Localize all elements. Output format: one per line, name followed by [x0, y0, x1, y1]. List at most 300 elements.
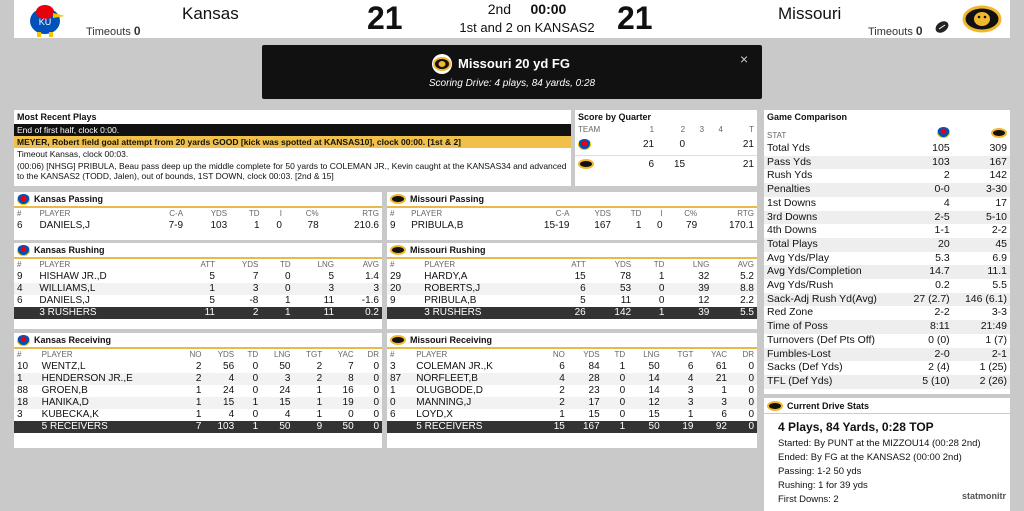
- total-cell: [387, 307, 421, 319]
- stat-cell: 0: [658, 283, 665, 294]
- col-header: YDS: [241, 260, 259, 269]
- stat-cell: 3: [252, 283, 259, 294]
- col-header: RTG: [737, 209, 754, 218]
- table-row: [387, 373, 757, 385]
- drive-ended: Ended: By FG at the KANSAS2 (00:00 2nd): [778, 452, 962, 463]
- stat-cell: 1: [635, 220, 642, 231]
- stat-cell: 5: [580, 295, 586, 306]
- col-header: #: [390, 350, 395, 359]
- home-timeouts: 0: [133, 24, 141, 38]
- total-cell: [14, 421, 39, 433]
- missouri-logo-icon: [578, 159, 594, 169]
- stat-value: 167: [953, 156, 1010, 170]
- stat-cell: 18: [17, 397, 29, 408]
- comparison-row: [764, 183, 1010, 197]
- scoreboard: [14, 0, 1010, 38]
- down-distance: 1st and 2 on KANSAS2: [459, 20, 595, 35]
- stat-cell: 210.6: [353, 220, 379, 231]
- stat-cell: 2.2: [740, 295, 754, 306]
- stat-cell: 79: [686, 220, 698, 231]
- stat-cell: 7-9: [168, 220, 184, 231]
- stat-value: 2-2: [991, 224, 1007, 237]
- total-cell: 2: [218, 307, 261, 319]
- ku-rushing-table: [14, 259, 382, 319]
- stat-cell: 1: [687, 409, 694, 420]
- stat-cell: 88: [17, 385, 29, 396]
- stat-cell: 3: [687, 385, 694, 396]
- stat-cell: 4: [17, 283, 23, 294]
- total-cell: 92: [696, 421, 730, 433]
- stat-cell: 0: [285, 283, 291, 294]
- stat-value: 5-10: [953, 211, 1010, 225]
- totals-row: [14, 421, 382, 433]
- player-name: ROBERTS,J: [424, 283, 481, 294]
- col-header: DR: [367, 350, 379, 359]
- stat-label: 4th Downs: [767, 224, 817, 237]
- col-header: 2: [680, 125, 686, 134]
- stat-cell: 6: [687, 361, 694, 372]
- mu-rushing-title: Missouri Rushing: [410, 245, 486, 255]
- total-cell: 1: [261, 307, 293, 319]
- comparison-row: [764, 252, 1010, 266]
- col-header: PLAYER: [39, 209, 71, 218]
- total-cell: 1: [603, 421, 629, 433]
- stat-label: Turnovers (Def Pts Off): [767, 333, 875, 346]
- stat-cell: 20: [390, 283, 402, 294]
- player-name: HISHAW JR.,D: [39, 271, 107, 282]
- total-cell: 50: [628, 421, 662, 433]
- table-row: [387, 397, 757, 409]
- drive-first-downs: First Downs: 2: [778, 494, 839, 505]
- drive-headline: 4 Plays, 84 Yards, 0:28 TOP: [778, 420, 934, 434]
- stat-label: Penalties: [764, 183, 902, 197]
- table-row: [387, 220, 757, 232]
- stat-cell: 6: [721, 409, 727, 420]
- stat-value: 1-1: [934, 224, 950, 237]
- comparison-table: [764, 124, 1010, 389]
- stat-cell: 9: [390, 220, 396, 231]
- total-cell: 0.2: [337, 307, 382, 319]
- stat-cell: 6: [580, 283, 586, 294]
- col-header: LNG: [692, 260, 710, 269]
- stat-cell: 50: [279, 361, 291, 372]
- stat-cell: 0: [748, 409, 754, 420]
- stat-value: 2-0: [902, 348, 952, 362]
- stat-cell: 5.2: [740, 271, 754, 282]
- stat-label: Sacks (Def Yds): [767, 361, 843, 374]
- stat-cell: 3: [721, 397, 727, 408]
- stat-cell: 3: [284, 373, 291, 384]
- col-header: PLAYER: [41, 350, 73, 359]
- stat-cell: 0: [285, 271, 291, 282]
- q2-score: 15: [673, 158, 686, 170]
- stat-cell: 17: [588, 397, 600, 408]
- stat-cell: 7: [348, 361, 354, 372]
- ku-rushing-title: Kansas Rushing: [34, 245, 105, 255]
- player-name: COLEMAN JR.,K: [416, 361, 493, 372]
- player-name: PRIBULA,B: [424, 295, 477, 306]
- stat-cell: 4: [284, 409, 291, 420]
- close-banner-button[interactable]: ×: [740, 51, 749, 67]
- stat-cell: 0: [619, 409, 626, 420]
- missouri-logo-icon: [767, 401, 783, 411]
- quarter-row-missouri: [575, 155, 757, 174]
- stat-cell: 28: [588, 373, 600, 384]
- table-row: [14, 271, 382, 283]
- table-row: [387, 409, 757, 421]
- stat-cell: 8.8: [740, 283, 754, 294]
- table-row: [14, 385, 382, 397]
- missouri-logo-icon: [390, 245, 406, 255]
- play-item: Timeout Kansas, clock 00:03.: [17, 149, 129, 159]
- col-header: 1: [649, 125, 655, 134]
- table-row: [14, 295, 382, 307]
- totals-row: [14, 307, 382, 319]
- player-name: HANIKA,D: [41, 397, 89, 408]
- stat-cell: 2: [316, 373, 323, 384]
- stat-cell: 1: [316, 385, 323, 396]
- stat-value: 142: [989, 169, 1007, 182]
- total-cell: 50: [261, 421, 293, 433]
- scoring-drive-banner: [262, 45, 762, 99]
- missouri-passing-panel: [387, 192, 757, 240]
- col-header: 3: [699, 125, 705, 134]
- stat-label: Avg Yds/Play: [767, 251, 830, 264]
- comparison-row: [764, 197, 1010, 211]
- mu-passing-table: [387, 208, 757, 232]
- stat-cell: 1: [559, 409, 565, 420]
- banner-subtitle: Scoring Drive: 4 plays, 84 yards, 0:28: [428, 78, 596, 89]
- col-header: NO: [552, 350, 565, 359]
- stat-cell: 4: [228, 409, 235, 420]
- stat-label: Avg Yds/Completion: [764, 265, 902, 279]
- game-clock-block: [442, 1, 612, 17]
- col-header: TEAM: [578, 125, 601, 134]
- total-cell: 1: [634, 307, 667, 319]
- player-name: MANNING,J: [416, 397, 472, 408]
- stat-value: 103: [902, 156, 952, 170]
- comparison-row: [764, 334, 1010, 348]
- stat-value: 2-1: [953, 348, 1010, 362]
- stat-cell: 0: [252, 409, 259, 420]
- col-header: AVG: [737, 260, 754, 269]
- stat-cell: 53: [619, 283, 632, 294]
- stat-cell: 2: [195, 373, 202, 384]
- missouri-logo-icon: [390, 335, 406, 345]
- total-cell: 9: [293, 421, 325, 433]
- col-header: AVG: [362, 260, 379, 269]
- mu-passing-title: Missouri Passing: [410, 194, 485, 204]
- stat-cell: 56: [223, 361, 235, 372]
- comparison-row: [764, 224, 1010, 238]
- stat-cell: 1: [619, 361, 626, 372]
- stat-cell: 170.1: [728, 220, 754, 231]
- stat-cell: 87: [390, 373, 402, 384]
- kansas-logo-icon: [578, 139, 591, 150]
- stat-cell: 39: [698, 283, 710, 294]
- stat-cell: 23: [588, 385, 600, 396]
- col-header: YDS: [583, 350, 600, 359]
- stat-label: Red Zone: [767, 306, 814, 319]
- stat-cell: 15-19: [543, 220, 570, 231]
- comparison-row: [764, 279, 1010, 293]
- banner-title: Missouri 20 yd FG: [458, 56, 570, 71]
- total-score: 21: [742, 158, 754, 170]
- stat-cell: 0: [748, 373, 754, 384]
- player-name: KUBECKA,K: [41, 409, 99, 420]
- stat-cell: 61: [715, 361, 727, 372]
- stat-value: 5.5: [992, 279, 1007, 292]
- q1-score: 6: [648, 158, 655, 170]
- stat-value: 6.9: [992, 251, 1007, 264]
- stat-cell: 10: [17, 361, 29, 372]
- stat-cell: 1: [195, 385, 202, 396]
- stat-cell: 16: [342, 385, 354, 396]
- stat-label: TFL (Def Yds): [764, 375, 902, 389]
- stat-value: 2 (4): [928, 361, 950, 374]
- stat-label: Total Yds: [767, 142, 810, 154]
- col-header: YAC: [711, 350, 727, 359]
- statmonitr-watermark: statmonitr: [961, 491, 1006, 501]
- stat-cell: 0: [748, 385, 754, 396]
- col-header: TGT: [677, 350, 694, 359]
- total-cell: 1: [237, 421, 261, 433]
- mu-receiving-title: Missouri Receiving: [410, 335, 493, 345]
- stat-cell: 1: [658, 271, 665, 282]
- stat-cell: 12: [698, 295, 710, 306]
- stat-value: 11.1: [953, 265, 1010, 279]
- stat-value: 0 (0): [928, 333, 950, 346]
- stat-cell: 9: [17, 271, 23, 282]
- game-comparison-title: Game Comparison: [767, 112, 848, 122]
- svg-text:KU: KU: [38, 17, 52, 27]
- missouri-banner-logo: [430, 54, 454, 79]
- kansas-passing-panel: [14, 192, 382, 240]
- missouri-receiving-panel: [387, 333, 757, 448]
- table-row: [387, 361, 757, 373]
- score-by-quarter-title: Score by Quarter: [578, 112, 652, 122]
- stat-cell: 2: [316, 361, 323, 372]
- clock: 00:00: [530, 1, 567, 17]
- stat-cell: 0: [373, 385, 379, 396]
- stat-col-header: STAT: [767, 131, 787, 140]
- stat-value: 14.7: [902, 265, 952, 279]
- stat-cell: 5: [328, 271, 335, 282]
- stat-value: 3-30: [953, 183, 1010, 197]
- missouri-logo-icon: [390, 194, 406, 204]
- col-header: #: [17, 209, 22, 218]
- stat-label: Time of Poss: [764, 320, 902, 334]
- game-comparison-panel: [764, 110, 1010, 394]
- recent-plays-panel: [14, 110, 571, 186]
- table-row: [387, 283, 757, 295]
- stat-cell: 9: [390, 295, 396, 306]
- missouri-logo: [954, 0, 1010, 38]
- player-name: LOYD,X: [416, 409, 453, 420]
- stat-cell: 0: [348, 409, 354, 420]
- q4-score: [707, 155, 726, 174]
- stat-value: 5 (10): [902, 375, 952, 389]
- stat-cell: 1: [253, 220, 260, 231]
- stat-cell: 1: [721, 385, 727, 396]
- stat-cell: 8: [348, 373, 354, 384]
- kansas-logo-icon: [937, 127, 950, 138]
- table-row: [387, 295, 757, 307]
- stat-cell: 14: [648, 373, 660, 384]
- comparison-row: [764, 211, 1010, 225]
- total-cell: 11: [178, 307, 218, 319]
- stat-label: 1st Downs: [767, 196, 817, 209]
- total-cell: 26: [548, 307, 589, 319]
- total-cell: [14, 307, 36, 319]
- col-header: C%: [684, 209, 698, 218]
- total-cell: 7: [179, 421, 205, 433]
- comparison-row: [764, 361, 1010, 375]
- comparison-row: [764, 306, 1010, 320]
- kansas-rushing-panel: [14, 243, 382, 329]
- col-header: LNG: [274, 350, 291, 359]
- stat-cell: 0: [373, 409, 379, 420]
- drive-passing: Passing: 1-2 50 yds: [778, 466, 862, 477]
- stat-cell: 5: [209, 271, 215, 282]
- col-header: PLAYER: [424, 260, 456, 269]
- stat-value: 1 (25): [979, 361, 1007, 374]
- stat-value: 3-3: [991, 306, 1007, 319]
- col-header: PLAYER: [416, 350, 448, 359]
- score-by-quarter-panel: [575, 110, 757, 186]
- col-header: YDS: [614, 260, 632, 269]
- total-cell: 142: [589, 307, 634, 319]
- stat-cell: 0: [658, 295, 665, 306]
- kansas-logo-icon: [17, 194, 30, 205]
- stat-value: 309: [989, 142, 1007, 154]
- stat-cell: 24: [279, 385, 291, 396]
- stat-value: 5.3: [935, 251, 950, 264]
- col-header: LNG: [643, 350, 660, 359]
- recent-plays-title: Most Recent Plays: [17, 112, 97, 122]
- play-item: MEYER, Robert field goal attempt from 20 yards GOOD [kick was spotted at KANSAS10], clock 00:00. [1st & 2]: [14, 136, 571, 148]
- comparison-row: [764, 375, 1010, 389]
- stat-cell: 1: [17, 373, 23, 384]
- table-row: [387, 271, 757, 283]
- kansas-logo-icon: [17, 245, 30, 256]
- col-header: YAC: [337, 350, 354, 359]
- kansas-receiving-panel: [14, 333, 382, 448]
- stat-label: Avg Yds/Rush: [767, 279, 834, 292]
- col-header: #: [17, 350, 22, 359]
- totals-row: [387, 307, 757, 319]
- col-header: I: [279, 209, 282, 218]
- drive-rushing: Rushing: 1 for 39 yds: [778, 480, 868, 491]
- stat-cell: 84: [588, 361, 600, 372]
- q3-score: [688, 155, 707, 174]
- comparison-row: [764, 293, 1010, 307]
- col-header: PLAYER: [39, 260, 71, 269]
- col-header: ATT: [571, 260, 586, 269]
- play-item: (00:06) [NHSG] PRIBULA, Beau pass deep up the middle complete for 50 yards to COLEMAN JR., Kevin caught at the KANSAS34 and advanced to the KANSAS2 (TODD, Jalen), out of bounds, 1ST DOWN, clock 00:03. [2nd & 15]: [17, 161, 567, 181]
- stat-cell: 0: [390, 397, 396, 408]
- stat-cell: 0: [373, 361, 379, 372]
- stat-cell: 15: [588, 409, 600, 420]
- col-header: 4: [718, 125, 723, 134]
- mu-rushing-table: [387, 259, 757, 319]
- stat-label: Pass Yds: [764, 156, 902, 170]
- play-item: End of first half, clock 0:00.: [14, 124, 571, 136]
- stat-cell: 3: [373, 283, 379, 294]
- stat-cell: 6: [17, 220, 23, 231]
- stat-cell: 2: [195, 361, 202, 372]
- total-cell: 0: [730, 421, 757, 433]
- totals-row: [387, 421, 757, 433]
- player-name: GROEN,B: [41, 385, 88, 396]
- total-cell: 103: [204, 421, 237, 433]
- total-score: 21: [742, 139, 754, 151]
- player-name: WENTZ,L: [41, 361, 86, 372]
- stat-cell: 4: [559, 373, 565, 384]
- stat-cell: 21: [715, 373, 727, 384]
- stat-value: 0-0: [902, 183, 952, 197]
- total-cell: 19: [663, 421, 697, 433]
- quarter-row-kansas: [575, 136, 757, 155]
- stat-value: 2 (26): [953, 375, 1010, 389]
- col-header: T: [749, 125, 754, 134]
- stat-cell: 7: [252, 271, 259, 282]
- col-header: #: [390, 209, 395, 218]
- total-cell: 3 RUSHERS: [36, 307, 178, 319]
- comparison-row: [764, 265, 1010, 279]
- stat-cell: -8: [249, 295, 259, 306]
- total-cell: 0: [357, 421, 382, 433]
- col-header: TD: [279, 260, 291, 269]
- comparison-row: [764, 142, 1010, 156]
- col-header: PLAYER: [411, 209, 443, 218]
- away-score: 21: [617, 0, 653, 36]
- total-cell: 5 RECEIVERS: [39, 421, 179, 433]
- stat-cell: 1: [316, 397, 323, 408]
- stat-cell: 1: [252, 397, 259, 408]
- col-header: #: [17, 260, 22, 269]
- player-name: DANIELS,J: [39, 220, 91, 231]
- stat-cell: 1: [195, 397, 202, 408]
- col-header: DR: [742, 350, 754, 359]
- stat-cell: 6: [390, 409, 396, 420]
- score-by-quarter-table: [575, 124, 757, 174]
- stat-cell: 1.4: [365, 271, 379, 282]
- ku-receiving-table: [14, 349, 382, 433]
- stat-cell: 0: [748, 361, 754, 372]
- stat-value: 2: [943, 169, 950, 182]
- stat-cell: 5: [209, 295, 215, 306]
- table-row: [14, 409, 382, 421]
- stat-cell: 14: [648, 385, 660, 396]
- stat-cell: 24: [223, 385, 235, 396]
- col-header: I: [660, 209, 663, 218]
- stat-cell: 15: [279, 397, 291, 408]
- stat-value: 20: [902, 238, 952, 252]
- stat-cell: 50: [648, 361, 660, 372]
- stat-cell: 3: [390, 361, 396, 372]
- q2-score: 0: [679, 139, 686, 151]
- stat-cell: 0: [276, 220, 282, 231]
- player-name: OLUGBODE,D: [416, 385, 483, 396]
- col-header: ATT: [200, 260, 215, 269]
- stat-cell: 32: [698, 271, 710, 282]
- stat-label: 3rd Downs: [764, 211, 902, 225]
- stat-cell: 1: [316, 409, 323, 420]
- col-header: TD: [653, 260, 665, 269]
- stat-cell: -1.6: [361, 295, 379, 306]
- stat-label: Sack-Adj Rush Yd(Avg): [764, 293, 902, 307]
